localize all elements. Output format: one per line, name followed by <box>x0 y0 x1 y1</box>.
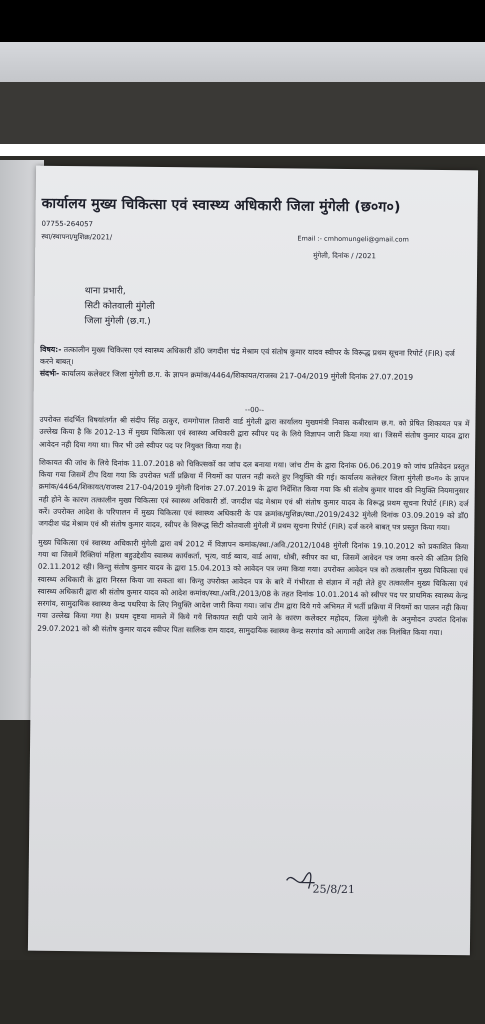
separator: --00-- <box>245 405 265 415</box>
office-heading: कार्यालय मुख्य चिकित्सा एवं स्वास्थ्य अधिकारी जिला मुंगेली (छ०ग०) <box>41 195 401 216</box>
body-paragraph: मुख्य चिकित्सा एवं स्वास्थ्य अधिकारी मुंगेली द्वारा वर्ष 2012 में विज्ञापन कमांक/स्था./अवि./2012/1048 मुंगेली दिनांक 19.10.2012 को प्रकाशित किया गया था जिसमें रिक्तियां महिला बहुउद्देशीय स्वास्थ्य कार्यकर्ता, भृत्य, वार्ड ब्वाय, वार्ड आया, धोबी, स्वीपर का था, जिसमें आवेदन पत्र जमा करने की अंतिम तिथि 02.11.2012 रही। किन्तु संतोष कुमार यादव के द्वारा 15.04.2013 को आवेदन पत्र जमा किया गया। उपरोक्त आवेदन पत्र को तत्कालीन मुख्य चिकित्सा एवं स्वास्थ्य अधिकारी के द्वारा निरस्त किया जा सकता था। किन्तु उपरोक्त आवेदन पत्र के बारे में गंभीरता से संज्ञान में नही लेते हुए तत्कालीन मुख्य चिकित्सा एवं स्वास्थ्य अधिकारी द्वारा श्री संतोष कुमार यादव को आदेश कमांक/स्था./अवि./2013/08 के तहत दिनांक 10.01.2014 को स्वीपर पद पर प्राथमिक स्वास्थ्य केन्द्र सरगांव, सामुदायिक स्वास्थ्य केन्द्र पथरिया के लिए नियुक्ति आदेश जारी किया गया। जांच टीम द्वारा दिये गये अभिमत में भर्ती प्रक्रिया में नियमों का पालन नही किया गया उल्लेख किया गया है। प्रथम दृष्टया मामले में किये गये शिकायत सही पाये जाने के कारण कलेक्टर महोदय, जिला मुंगेली के अनुमोदन उपरांत दिनांक 29.07.2021 को श्री संतोष कुमार यादव स्वीपर पिता सालिक राम यादव, सामुदायिक स्वास्थ्य केन्द्र सरगांव को आगामी आदेश तक निलंबित किया गया। <box>37 537 469 637</box>
reference-label: संदर्भः- <box>39 368 60 378</box>
previous-page-strip <box>0 42 485 82</box>
subject-block <box>40 344 470 385</box>
letter-page <box>28 166 478 956</box>
subject-text: तत्कालीन मुख्य चिकित्सा एवं स्वास्थ्य अधिकारी डॉ0 जगदीश चंद्र मेश्राम एवं संतोष कुमार यादव स्वीपर के विरूद्ध प्रथम सूचना रिपोर्ट (FIR) दर्ज करने बाबत्। <box>40 345 455 367</box>
phone-number: 07755-264057 <box>41 219 94 229</box>
reference-number: स्था/स्थापना/मुशिक्र/2021/ <box>41 232 113 242</box>
image-divider <box>0 144 485 156</box>
recipient-address <box>84 284 470 333</box>
body-paragraph: शिकायत की जांच के लिये दिनांक 11.07.2018 को चिकित्सकों का जांच दल बनाया गया। जांच टीम के द्वारा दिनांक 06.06.2019 को जांच प्रतिवेदन प्रस्तुत किया गया जिसमें टीप दिया गया कि उपरोक्त भर्ती प्रक्रिया में नियमों का पालन नही करते हुए नियुक्ति की गई। कार्यालय कलेक्टर जिला मुंगेली छ०ग० के ज्ञापन क्रमांक/4464/शिकायत/राजस्व 217-04/2019 मुंगेली दिनांक 27.07.2019 के द्वारा निर्देशित किया गया कि श्री संतोष कुमार यादव की नियुक्ति नियमानुसार नही होने के कारण तत्कालीन मुख्य चिकित्सा एवं स्वास्थ्य अधिकारी डॉ. जगदीश चंद्र मेश्राम एवं श्री संतोष कुमार यादव के विरूद्ध प्रथम सूचना रिपोर्ट (FIR) दर्ज करें। उपरोक्त आदेश के परिपालन में मुख्य चिकित्सा एवं स्वास्थ्य अधिकारी के पत्र क्रमांक/मुशिक्र/स्था./2019/2432 मुंगेली दिनांक 03.09.2019 को डॉ0 जगदीश चंद्र मेश्राम एवं श्री संतोष कुमार यादव, स्वीपर के विरूद्ध सिटी कोतवाली मुंगेली में प्रथम सूचना रिपोर्ट (FIR) दर्ज करने बाबत् पत्र प्रस्तुत किया गया। <box>38 457 470 533</box>
body-paragraph: उपरोक्त संदर्भित विषयांतर्गत श्री संदीप सिंह ठाकुर, रामगोपाल तिवारी वार्ड मुंगेली द्वारा कार्यालय मुख्यमंत्री निवास कबीरधाम छ.ग. को प्रेषित शिकायत पत्र में उल्लेख किया है कि 2012-13 में मुख्य चिकित्सा एवं स्वास्थ्य अधिकारी द्वारा स्वीपर पद के लिये विज्ञापन जारी किया गया था। जिसमें संतोष कुमार यादव द्वारा आवेदन नही दिया गया था। फिर भी उसे स्वीपर पद पर नियुक्त किया गया है। <box>39 414 470 451</box>
table-surface-bottom <box>0 960 485 1024</box>
top-black-bar <box>0 0 485 42</box>
place-date: मुंगेली, दिनांक / /2021 <box>313 251 376 261</box>
recipient-line: थाना प्रभारी, <box>84 286 126 297</box>
email-address: Email :- cmhomungeli@gmail.com <box>297 234 409 244</box>
signature-date: 25/8/21 <box>312 882 356 897</box>
recipient-line: जिला मुंगेली (छ.ग.) <box>84 316 151 327</box>
recipient-line: सिटी कोतवाली मुंगेली <box>84 301 155 312</box>
letter-body <box>37 414 469 646</box>
signature <box>278 868 368 909</box>
table-surface-top <box>0 82 485 144</box>
reference-text: कार्यालय कलेक्टर जिला मुंगेली छ.ग. के ज्ञापन क्रमांक/4464/शिकायत/राजस्व 217-04/2019 मुंगेली दिनांक 27.07.2019 <box>61 368 414 382</box>
subject-label: विषय:- <box>40 344 62 354</box>
